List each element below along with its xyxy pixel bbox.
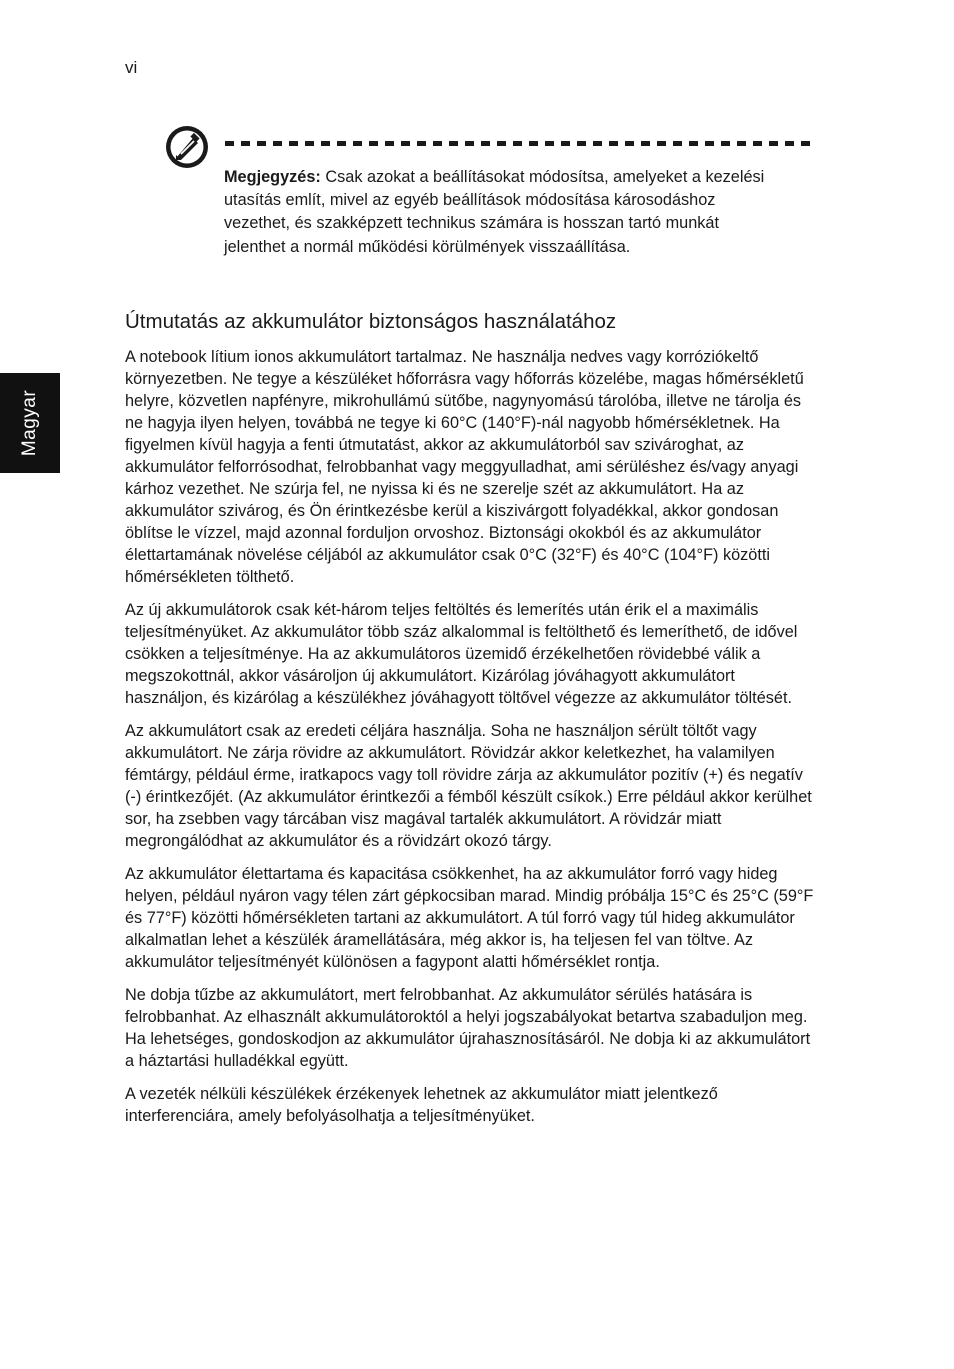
paragraph-6: A vezeték nélküli készülékek érzékenyek lehetnek az akkumulátor miatt jelentkező interferenciára, amely befolyásolhatja a teljesítményüket. <box>125 1085 718 1125</box>
note-body: Csak azokat a beállításokat módosítsa, amelyeket a kezelési utasítás említ, mivel az egyéb beállítások módosítása károsodáshoz vezethet, és szakképzett technikus számára is hosszan tartó munkát jelenthet a normál működési körülmények visszaállítása. <box>224 168 765 256</box>
paragraph-3: Az akkumulátort csak az eredeti céljára használja. Soha ne használjon sérült töltőt vagy akkumulátort. Ne zárja rövidre az akkumulátort. Rövidzár akkor keletkezhet, ha valamilyen fémtárgy, például érme, iratkapocs vagy toll rövidre zárja az akkumulátor pozitív (+) és negatív (-) érintkezőjét. (Az akkumulátor érintkezői a fémből készült csíkok.) Erre például akkor kerülhet sor, ha zsebben vagy tárcában visz magával tartalék akkumulátort. A rövidzár miatt megrongálódhat az akkumulátor és a rövidzárt okozó tárgy. <box>125 722 812 850</box>
page-number: vi <box>125 58 138 77</box>
note-label: Megjegyzés: <box>224 168 321 186</box>
language-side-tab <box>0 373 60 473</box>
note-pen-icon <box>164 124 210 170</box>
section-heading: Útmutatás az akkumulátor biztonságos használatához <box>125 310 617 333</box>
note-text <box>224 166 784 259</box>
paragraph-2: Az új akkumulátorok csak két-három teljes feltöltés és lemerítés után érik el a maximális teljesítményüket. Az akkumulátor több száz alkalommal is feltölthető és lemeríthető, de idővel csökken a teljesítménye. Ha az akkumulátoros üzemidő érzékelhetően rövidebbé válik a megszokottnál, akkor vásároljon új akkumulátort. Kizárólag jóváhagyott akkumulátort használjon, és kizárólag a készülékhez jóváhagyott töltővel végezze az akkumulátor töltését. <box>125 601 798 707</box>
paragraph-1: A notebook lítium ionos akkumulátort tartalmaz. Ne használja nedves vagy korróziókeltő környezetben. Ne tegye a készüléket hőforrásra vagy hőforrás közelébe, magas hőmérsékletű helyre, közvetlen napfényre, mikrohullámú sütőbe, nagynyomású tárolóba, illetve ne tárolja és ne hagyja ilyen helyen, továbbá ne tegye ki 60°C (140°F)-nál nagyobb hőmérsékletnek. Ha figyelmen kívül hagyja a fenti útmutatást, akkor az akkumulátorból sav szivároghat, az akkumulátor felforrósodhat, felrobbanhat vagy meggyulladhat, ami sérüléshez és/vagy anyagi kárhoz vezethet. Ne szúrja fel, ne nyissa ki és ne szerelje szét az akkumulátort. Ha az akkumulátor szivárog, és Ön érintkezésbe kerül a kiszivárgott folyadékkal, akkor gondosan öblítse le vízzel, majd azonnal forduljon orvoshoz. Biztonsági okokból és az akkumulátor élettartamának növelése céljából az akkumulátor csak 0°C (32°F) és 40°C (104°F) közötti hőmérsékleten tölthető. <box>125 348 804 586</box>
note-dotted-divider <box>225 141 810 146</box>
paragraph-4: Az akkumulátor élettartama és kapacitása csökkenhet, ha az akkumulátor forró vagy hideg helyen, például nyáron vagy télen zárt gépkocsiban marad. Mindig próbálja 15°C és 25°C (59°F és 77°F) közötti hőmérsékleten tartani az akkumulátort. A túl forró vagy túl hideg akkumulátor alkalmatlan lehet a készülék áramellátására, még akkor is, ha teljesen fel van töltve. Az akkumulátor teljesítményét különösen a fagypont alatti hőmérséklet rontja. <box>125 865 814 971</box>
paragraph-5: Ne dobja tűzbe az akkumulátort, mert felrobbanhat. Az akkumulátor sérülés hatására is felrobbanhat. Az elhasznált akkumulátoroktól a helyi jogszabályokat betartva szabaduljon meg. Ha lehetséges, gondoskodjon az akkumulátor újrahasznosításáról. Ne dobja ki az akkumulátort a háztartási hulladékkal együtt. <box>125 986 811 1070</box>
language-side-tab-label: Magyar <box>19 389 40 457</box>
section-body <box>125 346 815 1138</box>
